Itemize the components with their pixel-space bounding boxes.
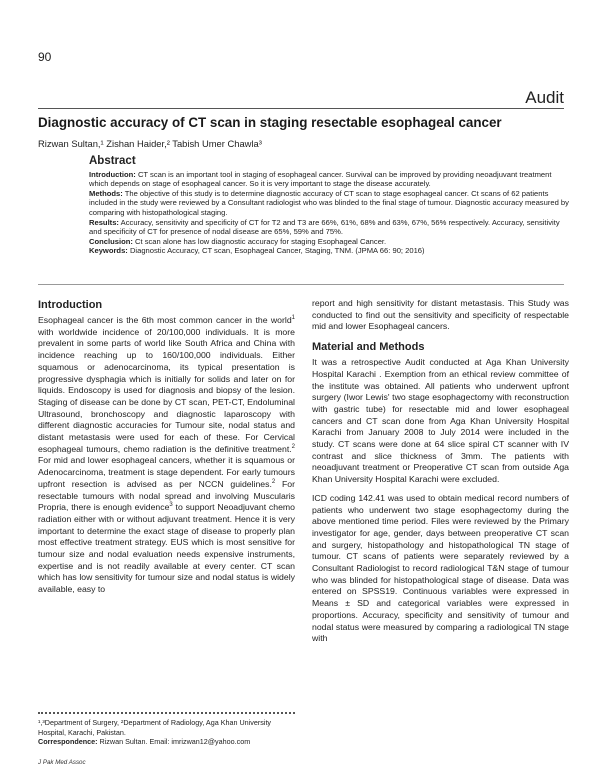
article-title: Diagnostic accuracy of CT scan in staging resectable esophageal cancer [38, 115, 502, 130]
intro-text-segment: For resectable tumours with nodal spread and involving Muscularis Propria, there is enough evidence [38, 478, 295, 513]
affiliations: ¹,³Department of Surgery, ²Department of Radiology, Aga Khan University Hospital, Karachi, Pakistan. [38, 718, 272, 737]
left-column [38, 298, 295, 603]
abstract-methods-label: Methods: [89, 188, 123, 198]
introduction-continued: report and high sensitivity for distant metastasis. This Study was conducted to find out the sensitivity and specificity of respectable mid and lower Esophageal cancers. [312, 298, 569, 332]
abstract-keywords [89, 246, 569, 256]
right-column [312, 298, 569, 652]
correspondence-text: Rizwan Sultan. Email: imrizwan12@yahoo.com [97, 737, 251, 747]
citation-ref: 1 [291, 315, 295, 321]
abstract-results-text: Accuracy, sensitivity and specificity of CT for T2 and T3 are 66%, 61%, 68% and 63%, 67%, 56% respectively. Accuracy, sensitivity and specificity of CT for presence of nodal disease are 65%, 59% and 75%. [89, 217, 560, 237]
abstract-keywords-label: Keywords: [89, 246, 128, 256]
introduction-paragraph [38, 315, 295, 596]
intro-text-segment: with worldwide incidence of 20/100,000 individuals. It is more prevalent in some parts of world like South Africa and China with incidence reaching up to 160/100,000 individuals. Either squamous or adenocarcinoma, its typical presentation is progressive dysphagia which is initially for solids and later on for liquids. Endoscopy is used for diagnosis and biopsy of the lesion. Staging of disease can be done by CT scan, PET-CT, Endoluminal Ultrasound, bronchoscopy and diagnostic laparoscopy with different diagnostic accuracies for Tumour site, nodal status and distant metastasis were used for each of these. For Cervical esophageal tumours, chemo radiation is the definitive treatment. [38, 326, 295, 454]
page-number: 90 [38, 50, 52, 64]
footnote-divider [38, 712, 295, 714]
abstract-heading: Abstract [89, 155, 136, 167]
citation-ref: 2 [271, 478, 276, 485]
intro-text-segment: For mid and lower esophageal cancers, whether it is squamous or Adenocarcinoma, treatment is stage dependent. For early tumours upfront resection is advised as per NCCN guidelines. [38, 455, 295, 489]
header-rule [38, 108, 564, 109]
abstract-conclusion [89, 237, 569, 247]
abstract-block [89, 157, 569, 256]
abstract-intro-text: CT scan is an important tool in staging of esophageal cancer. Survival can be improved by providing neoadjuvant treatment which depends on stage of esophageal cancer. So it is very important to stage the disease accurately. [89, 169, 552, 189]
intro-text-segment: to support Neoadjuvant chemo radiation either with or without adjuvant treatment. Hence it is very important to determine the exact stage of disease to properly plan most effective treatment strategy. EUS which is most sensitive for tumour size and nodal evaluation needs expensive instruments, expertise and is not readily available at every center. CT scan which has low sensitivity for tumour size and nodal status is widely available, easy to [38, 502, 295, 595]
footnote-block [38, 718, 295, 747]
author-list: Rizwan Sultan,¹ Zishan Haider,² Tabish Umer Chawla³ [38, 138, 262, 149]
introduction-heading: Introduction [38, 299, 103, 311]
journal-footer: J Pak Med Assoc [38, 759, 86, 766]
citation-ref: 2 [291, 443, 295, 450]
abstract-conclusion-text: Ct scan alone has low diagnostic accuracy for staging Esophageal Cancer. [132, 236, 387, 246]
abstract-methods [89, 189, 569, 218]
correspondence-label: Correspondence: [38, 737, 98, 747]
abstract-results [89, 218, 569, 237]
methods-paragraph-1: It was a retrospective Audit conducted at Aga Khan University Hospital Karachi . Exemption from an ethical review committee of the institute was obtained. All patients who underwent upfront surgery (Iwor Lewis' two stage esophagectomy with reconstruction with gastric tube) for resectable mid and lower esophageal cancers and CT scan done from Aga Khan University Hospital Karachi from January 2008 to July 2014 were included in the study. CT scans were done at 64 slice spiral CT scanner with IV contrast and slice thickness of 3mm. The patients with neoadjuvant treatment or Preoperative CT scan from outside Aga Khan University Hospital Karachi were excluded. [312, 357, 569, 485]
section-label: Audit [525, 88, 564, 107]
intro-text-segment: Esophageal cancer is the 6th most common cancer in the world [38, 315, 292, 325]
abstract-results-label: Results: [89, 217, 119, 227]
citation-ref: 3 [169, 502, 173, 509]
methods-heading: Material and Methods [312, 341, 425, 354]
abstract-intro-label: Introduction: [89, 169, 136, 179]
abstract-keywords-text: Diagnostic Accuracy, CT scan, Esophageal Cancer, Staging, TNM. (JPMA 66: 90; 2016) [127, 246, 425, 256]
abstract-divider [38, 284, 564, 285]
methods-paragraph-2: ICD coding 142.41 was used to obtain medical record numbers of patients who underwent two stage esophagectomy during the above mentioned time period. Files were reviewed by the Primary investigator for age, gender, days between preoperative CT scan and surgery, histopathology and histopathological TN stage of tumour. CT scans of patients were separately reviewed by a Consultant Radiologist to record radiological T&N stage of tumour who was blinded for histopathological stage of disease. Data was entered on SPSS19. Continuous variables were expressed in Means ± SD and categorical variables were expressed in proportions. Accuracy, specificity and sensitivity of tumour and nodal status were measured by comparing a radiological TN stage with [312, 492, 569, 644]
abstract-introduction [89, 170, 569, 189]
abstract-conclusion-label: Conclusion: [89, 236, 133, 246]
abstract-methods-text: The objective of this study is to determine diagnostic accuracy of CT scan to stage esophageal cancer. Ct scans of 62 patients included in the study were reviewed by a Consultant radiologist who was blinded to the final stage of tumour. Diagnostic accuracy measured by comparing with histopathological staging. [89, 188, 569, 217]
correspondence [38, 737, 295, 747]
